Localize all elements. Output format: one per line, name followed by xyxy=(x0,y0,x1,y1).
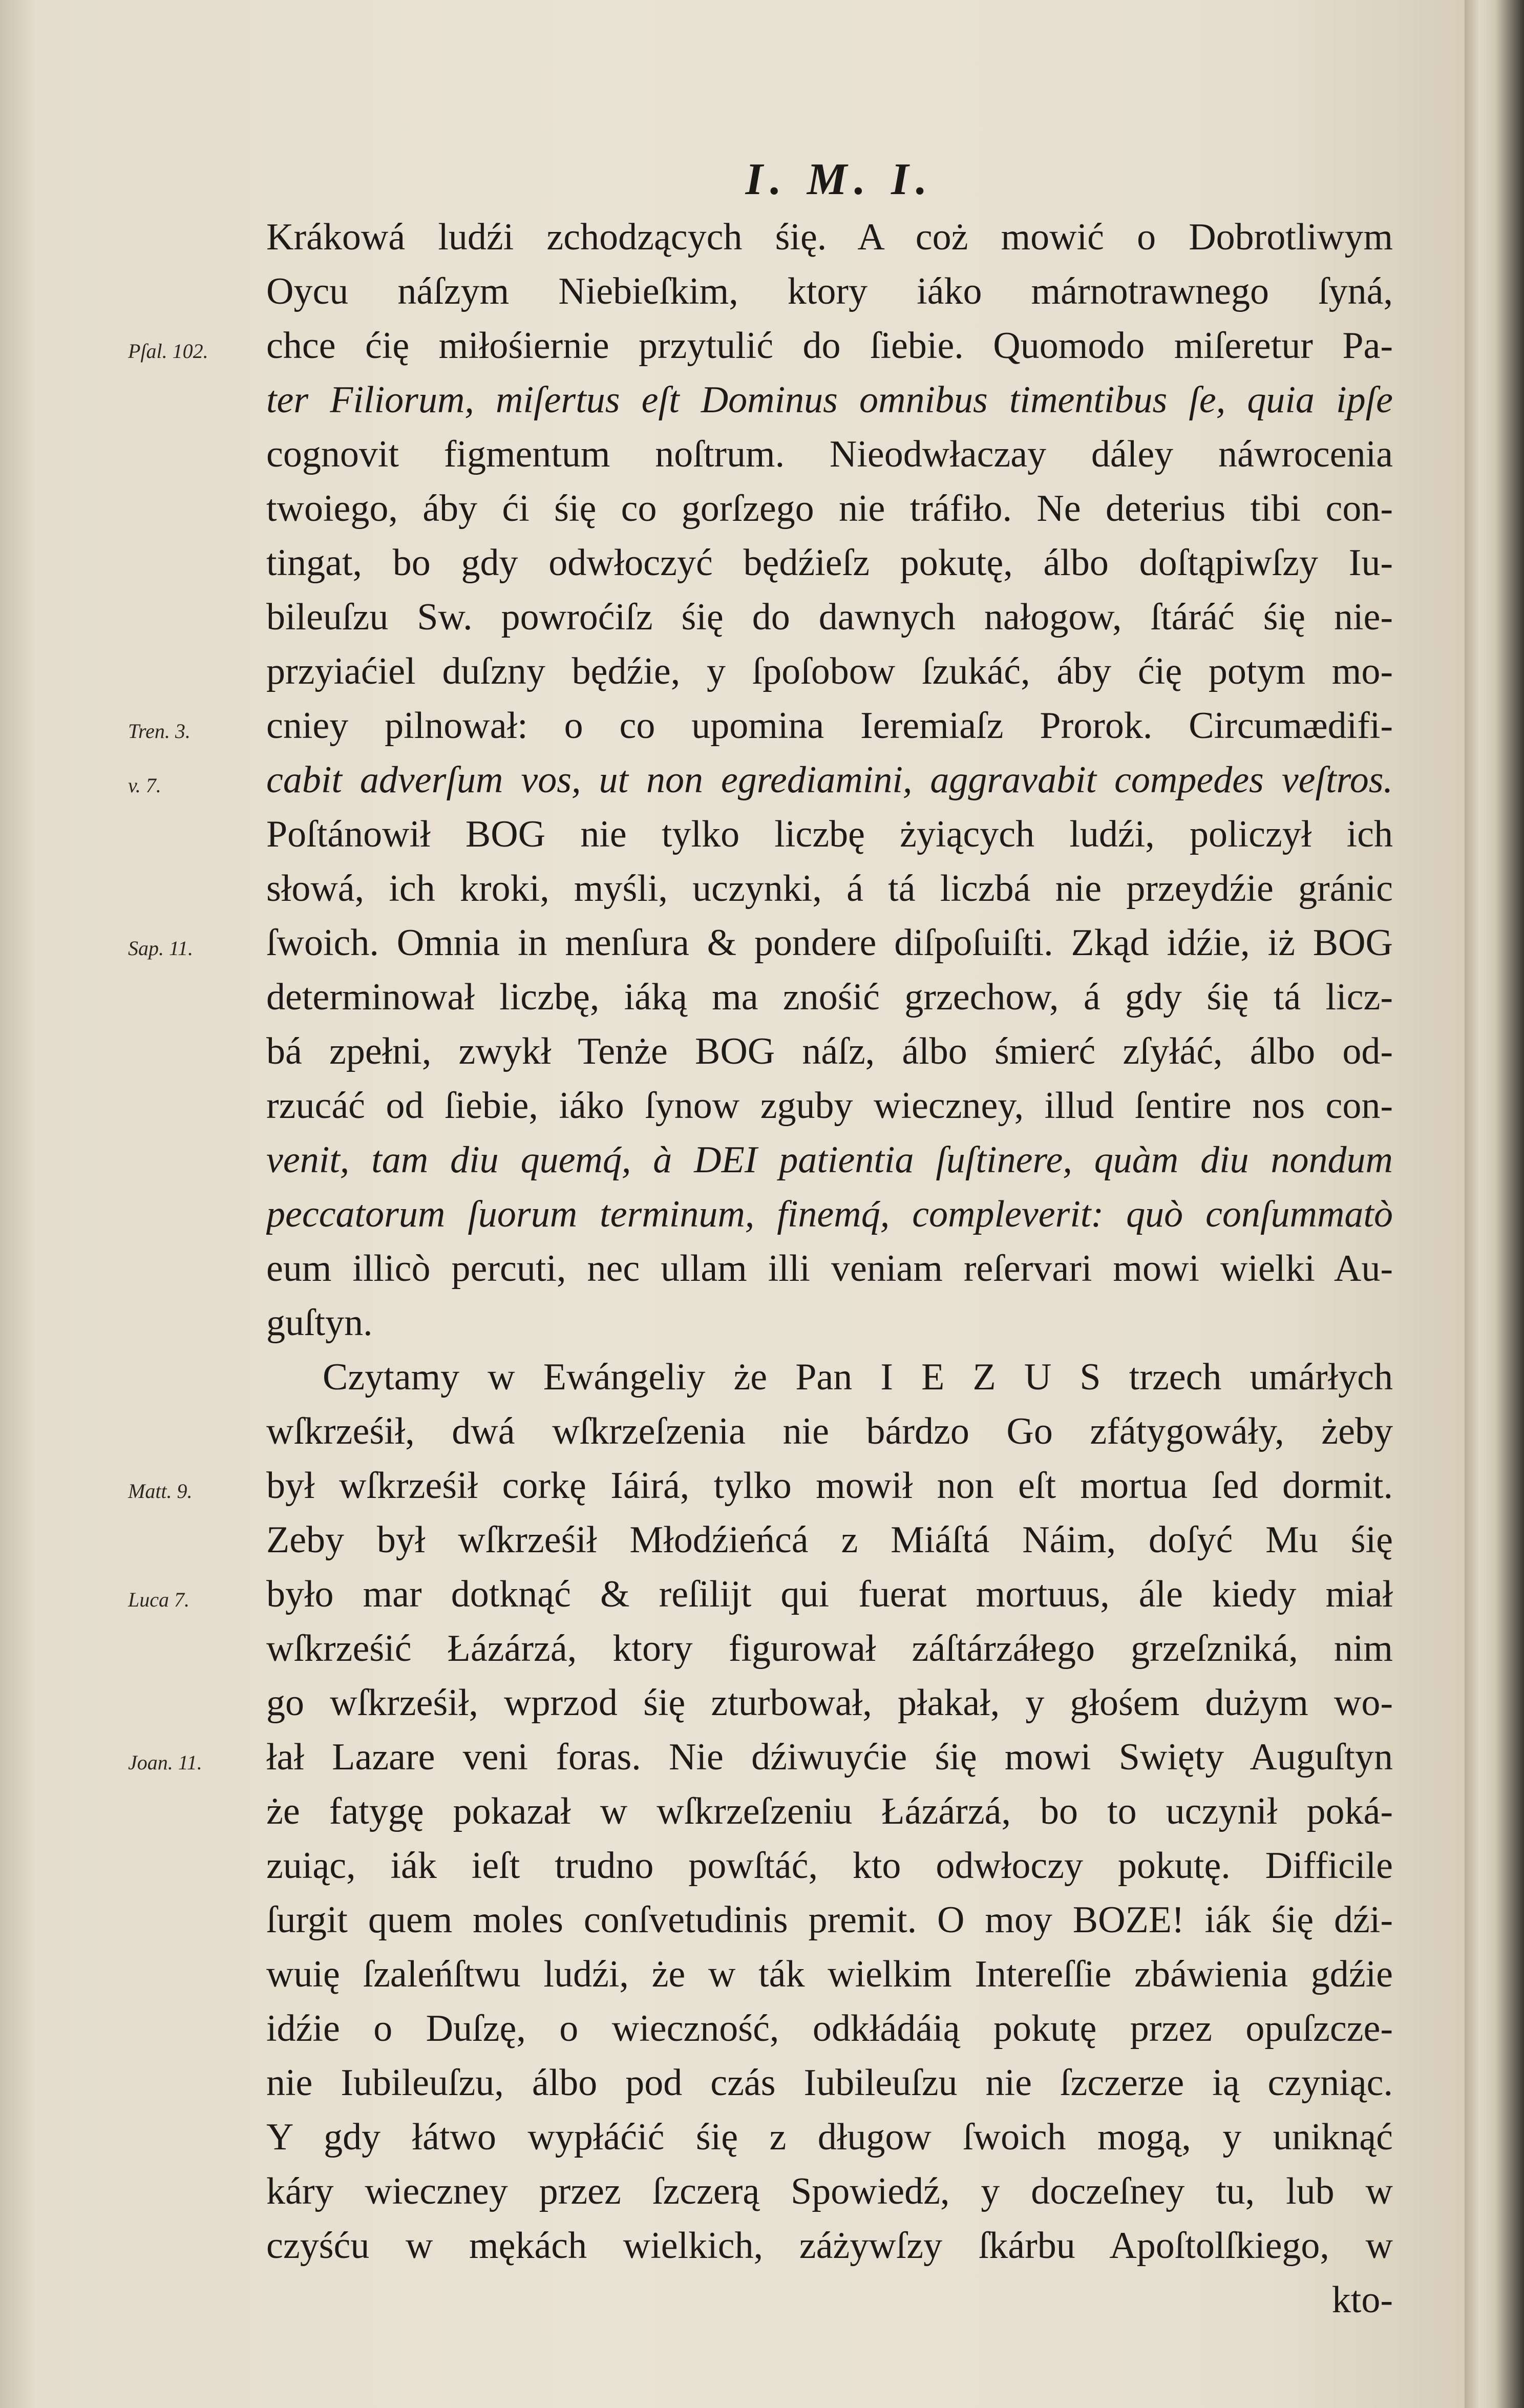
text-line: venit, tam diu quemq́, à DEI patientia ſuſtinere, quàm diu nondum xyxy=(266,1139,1393,1181)
page-header: I. M. I. xyxy=(745,155,935,204)
margin-note: Matt. 9. xyxy=(128,1480,193,1503)
text-line: ſwoich. Omnia in menſura & pondere diſpoſuiſti. Zkąd idźie, iż BOG xyxy=(266,922,1393,964)
margin-note: Luca 7. xyxy=(128,1588,189,1611)
text-line: że fatygę pokazał w wſkrzeſzeniu Łázárzá, bo to uczynił poká- xyxy=(266,1790,1393,1832)
text-line: łał Lazare veni foras. Nie dźiwuyćie śię mowi Swięty Auguſtyn xyxy=(266,1736,1393,1778)
margin-note: Pſal. 102. xyxy=(128,340,208,363)
margin-note: Joan. 11. xyxy=(128,1751,202,1774)
text-line: cognovit figmentum noſtrum. Nieodwłaczay dáley náwrocenia xyxy=(266,433,1393,475)
text-line: guſtyn. xyxy=(266,1302,373,1344)
text-line: go wſkrześił, wprzod śię zturbował, płakał, y głośem dużym wo- xyxy=(266,1682,1393,1724)
text-line: nie Iubileuſzu, álbo pod czás Iubileuſzu nie ſzczerze ią czyniąc. xyxy=(266,2062,1393,2104)
text-line: tingat, bo gdy odwłoczyć będźieſz pokutę, álbo doſtąpiwſzy Iu- xyxy=(266,542,1393,584)
book-gutter xyxy=(1465,0,1524,2408)
text-line: wſkrześić Łázárzá, ktory figurował záſtárzáłego grzeſzniká, nim xyxy=(266,1628,1393,1670)
text-line: chce ćię miłośiernie przytulić do ſiebie. Quomodo miſeretur Pa- xyxy=(266,325,1393,367)
text-line: bileuſzu Sw. powroćiſz śię do dawnych nałogow, ſtáráć śię nie- xyxy=(266,596,1393,638)
text-line: zuiąc, iák ieſt trudno powſtáć, kto odwłoczy pokutę. Difficile xyxy=(266,1845,1393,1887)
text-line: káry wieczney przez ſzczerą Spowiedź, y doczeſney tu, lub w xyxy=(266,2170,1393,2212)
text-line: Oycu náſzym Niebieſkim, ktory iáko márnotrawnego ſyná, xyxy=(266,270,1393,312)
text-line: cabit adverſum vos, ut non egrediamini, aggravabit compedes veſtros. xyxy=(266,759,1393,801)
text-line: Zeby był wſkrześił Młodźieńcá z Miáſtá Náim, doſyć Mu śię xyxy=(266,1519,1393,1561)
margin-note: v. 7. xyxy=(128,774,161,797)
text-line: bá zpełni, zwykł Tenże BOG náſz, álbo śmierć zſyłáć, álbo od- xyxy=(266,1030,1393,1072)
text-line: czyśću w mękách wielkich, záżywſzy ſkárbu Apoſtolſkiego, w xyxy=(266,2225,1393,2267)
text-line: wuię ſzaleńſtwu ludźi, że w ták wielkim Intereſſie zbáwienia gdźie xyxy=(266,1953,1393,1995)
text-line: determinował liczbę, iáką ma znośić grzechow, á gdy śię tá licz- xyxy=(266,976,1393,1018)
margin-note: Tren. 3. xyxy=(128,720,190,743)
text-line: ter Filiorum, miſertus eſt Dominus omnibus timentibus ſe, quia ipſe xyxy=(266,379,1393,421)
text-line: Krákowá ludźi zchodzących śię. A coż mowić o Dobrotliwym xyxy=(266,216,1393,258)
margin-note: Sap. 11. xyxy=(128,937,194,960)
text-line: peccatorum ſuorum terminum, finemq́, compleverit: quò conſummatò xyxy=(266,1193,1393,1235)
text-line: przyiaćiel duſzny będźie, y ſpoſobow ſzukáć, áby ćię potym mo- xyxy=(266,650,1393,692)
text-line: twoiego, áby ći śię co gorſzego nie tráfiło. Ne deterius tibi con- xyxy=(266,488,1393,530)
text-line: rzucáć od ſiebie, iáko ſynow zguby wieczney, illud ſentire nos con- xyxy=(266,1085,1393,1127)
text-line: był wſkrześił corkę Iáirá, tylko mowił non eſt mortua ſed dormit. xyxy=(266,1465,1393,1507)
text-line: Poſtánowił BOG nie tylko liczbę żyiących ludźi, policzył ich xyxy=(266,813,1393,855)
text-line: Czytamy w Ewángeliy że Pan I E Z U S trzech umárłych xyxy=(323,1356,1393,1398)
text-line: Y gdy łátwo wypłáćić śię z długow ſwoich mogą, y uniknąć xyxy=(266,2116,1393,2158)
text-line: ſurgit quem moles conſvetudinis premit. O moy BOZE! iák śię dźi- xyxy=(266,1899,1393,1941)
text-line: eum illicò percuti, nec ullam illi veniam reſervari mowi wielki Au- xyxy=(266,1248,1393,1290)
text-line: cniey pilnował: o co upomina Ieremiaſz Prorok. Circumædifi- xyxy=(266,705,1393,747)
text-line: było mar dotknąć & reſilijt qui fuerat mortuus, ále kiedy miał xyxy=(266,1573,1393,1615)
text-line: idźie o Duſzę, o wieczność, odkłádáią pokutę przez opuſzcze- xyxy=(266,2008,1393,2050)
body-text xyxy=(266,210,1393,2327)
text-line: kto- xyxy=(1331,2279,1393,2321)
text-line: wſkrześił, dwá wſkrzeſzenia nie bárdzo Go zfátygowáły, żeby xyxy=(266,1410,1393,1452)
text-line: słowá, ich kroki, myśli, uczynki, á tá liczbá nie przeydźie gránic xyxy=(266,868,1393,910)
